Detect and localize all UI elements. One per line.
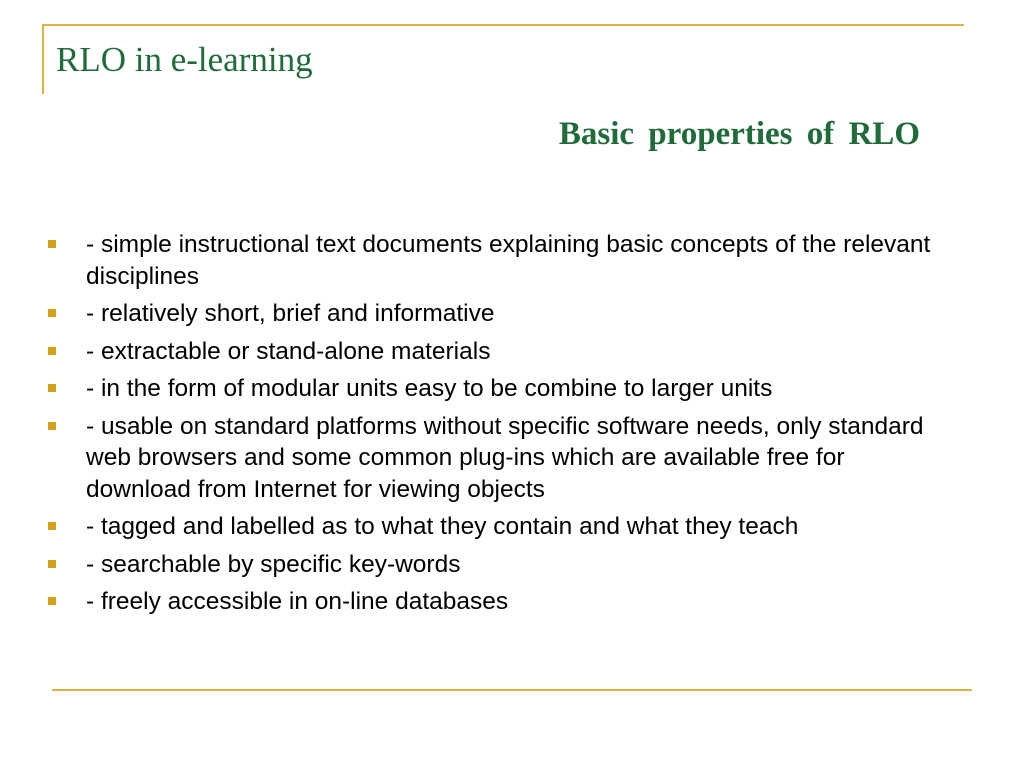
bullet-text: - in the form of modular units easy to be combine to larger units [86,375,773,402]
bullet-text: - freely accessible in on-line databases [86,588,509,615]
list-item [46,586,946,618]
bullet-text: - tagged and labelled as to what they contain and what they teach [86,513,799,540]
bullet-text: - usable on standard platforms without specific software needs, only standard web browsers and some common plug-ins which are available free for download from Internet for viewing objects [86,412,924,503]
list-item [46,511,946,543]
square-bullet-icon [48,560,56,568]
bullet-text: - relatively short, brief and informative [86,300,495,327]
square-bullet-icon [48,597,56,605]
list-item [46,373,946,405]
left-rule [42,24,44,94]
section-heading: Basic properties of RLO [558,116,920,152]
list-item [46,411,946,506]
slide-title: RLO in e-learning [56,40,313,79]
bottom-rule [52,689,972,691]
square-bullet-icon [48,240,56,248]
square-bullet-icon [48,522,56,530]
bullet-text: - simple instructional text documents explaining basic concepts of the relevant disciplines [86,231,931,290]
list-item [46,298,946,330]
bullet-text: - extractable or stand-alone materials [86,337,491,365]
bullet-list [46,229,946,624]
square-bullet-icon [48,384,56,392]
top-rule [42,24,964,26]
square-bullet-icon [48,309,56,317]
list-item [46,549,946,581]
list-item [46,229,946,292]
square-bullet-icon [48,422,56,430]
list-item [46,336,946,368]
bullet-text: - searchable by specific key-words [86,550,461,578]
square-bullet-icon [48,347,56,355]
